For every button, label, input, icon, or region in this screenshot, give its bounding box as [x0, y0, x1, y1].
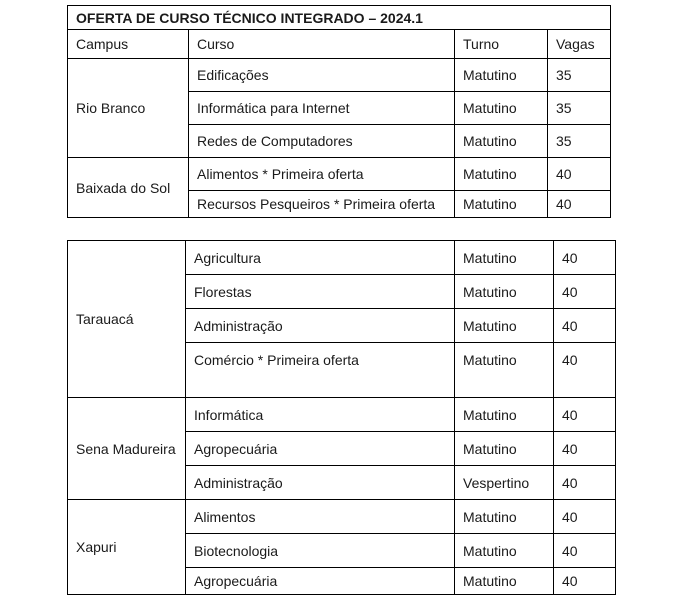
course-offer-table-bottom	[67, 240, 616, 595]
column-header-vagas: Vagas	[548, 30, 611, 59]
table-row	[68, 500, 616, 534]
curso-cell: Edificações	[189, 59, 455, 92]
vagas-cell: 35	[548, 92, 611, 125]
turno-cell: Matutino	[455, 432, 554, 466]
curso-cell: Agropecuária	[186, 568, 455, 595]
column-header-turno: Turno	[455, 30, 548, 59]
column-header-row	[68, 30, 611, 59]
vagas-cell: 40	[548, 158, 611, 191]
turno-cell: Matutino	[455, 191, 548, 218]
table-row	[68, 398, 616, 432]
turno-cell: Matutino	[455, 398, 554, 432]
curso-cell: Agropecuária	[186, 432, 455, 466]
vagas-cell: 40	[554, 500, 616, 534]
table-row	[68, 158, 611, 191]
curso-cell: Administração	[186, 466, 455, 500]
curso-cell: Administração	[186, 309, 455, 343]
turno-cell: Matutino	[455, 275, 554, 309]
vagas-cell: 35	[548, 59, 611, 92]
column-header-curso: Curso	[189, 30, 455, 59]
vagas-cell: 40	[554, 466, 616, 500]
vagas-cell: 40	[554, 275, 616, 309]
curso-cell: Recursos Pesqueiros * Primeira oferta	[189, 191, 455, 218]
campus-cell: Sena Madureira	[68, 398, 186, 500]
turno-cell: Matutino	[455, 92, 548, 125]
curso-cell: Informática	[186, 398, 455, 432]
vagas-cell: 40	[554, 343, 616, 398]
turno-cell: Matutino	[455, 534, 554, 568]
turno-cell: Matutino	[455, 568, 554, 595]
turno-cell: Matutino	[455, 309, 554, 343]
vagas-cell: 40	[548, 191, 611, 218]
course-offer-table-top	[67, 5, 611, 218]
title-row	[68, 6, 611, 30]
vagas-cell: 40	[554, 432, 616, 466]
vagas-cell: 35	[548, 125, 611, 158]
curso-cell: Informática para Internet	[189, 92, 455, 125]
table-row	[68, 59, 611, 92]
campus-cell: Baixada do Sol	[68, 158, 189, 218]
vagas-cell: 40	[554, 534, 616, 568]
table-title: OFERTA DE CURSO TÉCNICO INTEGRADO – 2024.1	[68, 6, 611, 30]
table-row	[68, 241, 616, 275]
campus-cell: Rio Branco	[68, 59, 189, 158]
campus-cell: Xapuri	[68, 500, 186, 595]
curso-cell: Agricultura	[186, 241, 455, 275]
curso-cell: Florestas	[186, 275, 455, 309]
turno-cell: Matutino	[455, 158, 548, 191]
turno-cell: Matutino	[455, 343, 554, 398]
turno-cell: Matutino	[455, 500, 554, 534]
turno-cell: Matutino	[455, 241, 554, 275]
vagas-cell: 40	[554, 398, 616, 432]
vagas-cell: 40	[554, 241, 616, 275]
curso-cell: Redes de Computadores	[189, 125, 455, 158]
curso-cell: Alimentos * Primeira oferta	[189, 158, 455, 191]
curso-cell: Alimentos	[186, 500, 455, 534]
curso-cell: Comércio * Primeira oferta	[186, 343, 455, 398]
turno-cell: Vespertino	[455, 466, 554, 500]
turno-cell: Matutino	[455, 59, 548, 92]
column-header-campus: Campus	[68, 30, 189, 59]
campus-cell: Tarauacá	[68, 241, 186, 398]
turno-cell: Matutino	[455, 125, 548, 158]
vagas-cell: 40	[554, 568, 616, 595]
vagas-cell: 40	[554, 309, 616, 343]
curso-cell: Biotecnologia	[186, 534, 455, 568]
